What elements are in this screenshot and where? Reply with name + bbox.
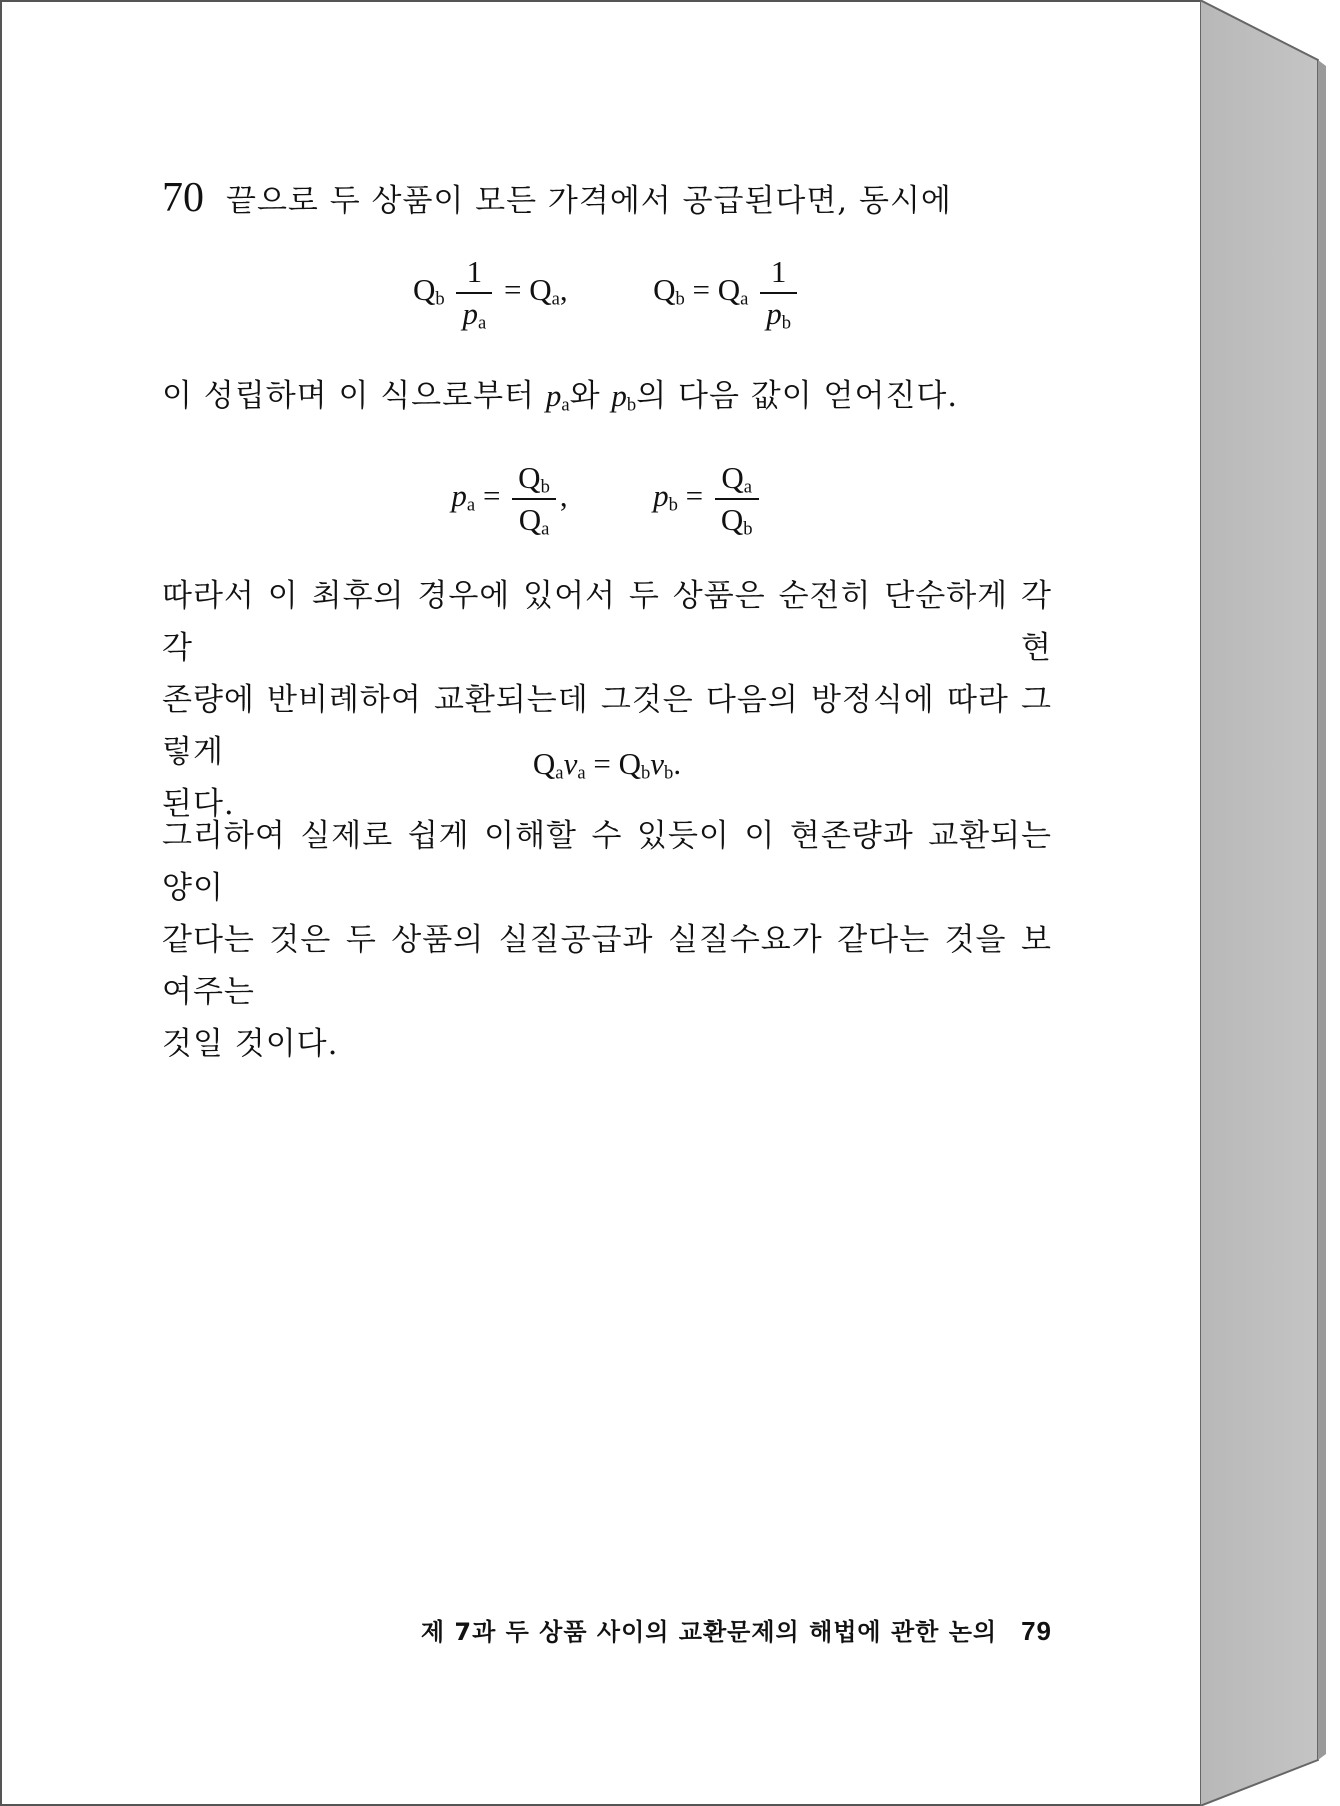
running-header-chapter: 제 7과 두 상품 사이의 교환문제의 해법에 관한 논의 <box>420 1618 998 1646</box>
section-intro-line <box>132 172 952 227</box>
paragraph-line: 그리하여 실제로 쉽게 이해할 수 있듯이 이 현존량과 교환되는 양이 <box>162 818 1052 906</box>
intro-text: 끝으로 두 상품이 모든 가격에서 공급된다면, 동시에 <box>226 183 952 219</box>
equation-2: $p_a$ = $\frac{Q_b}{Q_a}$ , $p_b$ = $\frac{Q_a}{Q_b}$ <box>162 458 1052 540</box>
page-footer <box>402 1612 1052 1647</box>
book-spine-edge <box>1200 0 1340 1806</box>
fraction: $\frac{Q_a}{Q_b}$ <box>715 458 759 540</box>
fraction: $\frac{Q_b}{Q_a}$ <box>512 458 556 540</box>
equation-1: $Q_b$ $\frac{1}{p_a}$ = $Q_a$, $Q_b = Q_a$ $\frac{1}{p_b}$ <box>162 252 1052 334</box>
fraction: $\frac{1}{p_b}$ <box>760 252 797 334</box>
page-number: 79 <box>1021 1616 1052 1646</box>
page-edge-shape <box>1200 0 1340 1806</box>
equation-3: $Q_av_a = Q_bv_b$. <box>532 746 682 784</box>
fraction: $\frac{1}{p_a}$ <box>456 252 492 334</box>
paragraph-line: 같다는 것은 두 상품의 실질공급과 실질수요가 같다는 것을 보여주는 <box>162 922 1052 1010</box>
paragraph-line: 존량에 반비례하여 교환되는데 그것은 다음의 방정식에 따라 그렇게 <box>162 682 1052 770</box>
paragraph-2 <box>162 570 1052 830</box>
section-number: 70 <box>162 175 204 221</box>
paragraph-line: 된다. <box>162 786 235 822</box>
text-line-2: 이 성립하며 이 식으로부터 $p_a$와 $p_b$의 다음 값이 얻어진다. <box>162 378 959 416</box>
paragraph-line: 것일 것이다. <box>162 1026 339 1062</box>
paragraph-line: 따라서 이 최후의 경우에 있어서 두 상품은 순전히 단순하게 각각 현 <box>162 578 1052 666</box>
paragraph-3 <box>162 810 1052 1070</box>
